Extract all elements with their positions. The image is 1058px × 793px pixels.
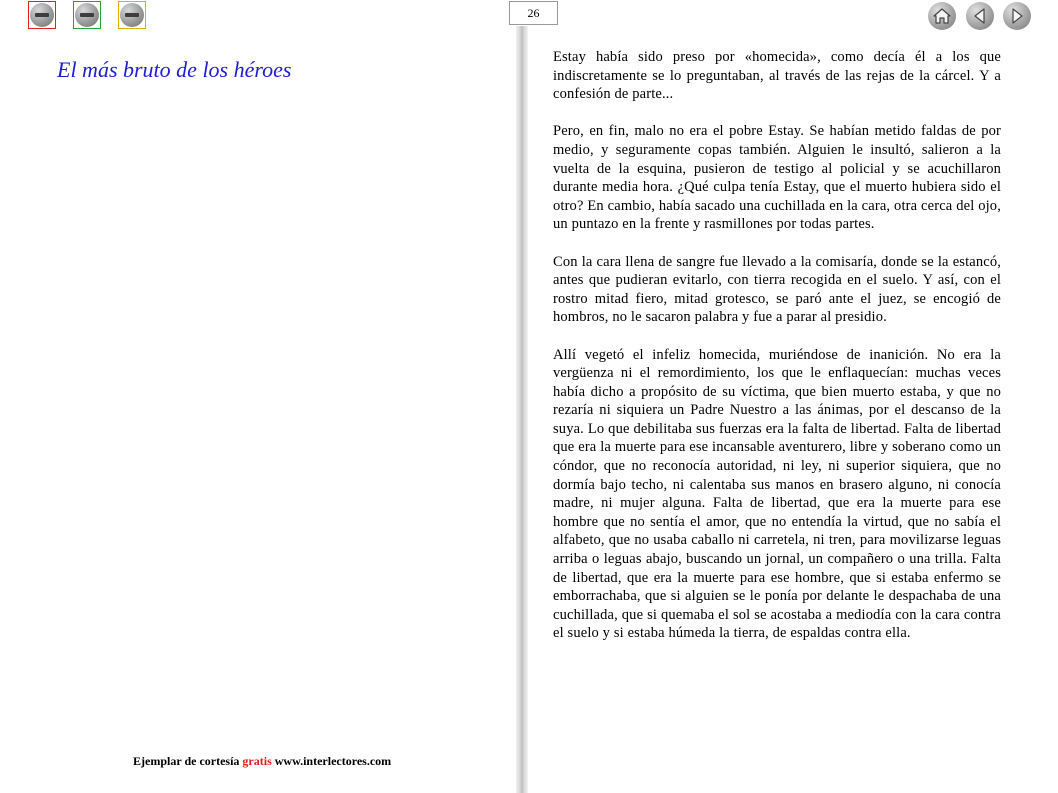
home-button[interactable]	[928, 2, 956, 30]
next-page-button[interactable]	[1003, 2, 1031, 30]
page-spine	[516, 26, 528, 793]
footer-gratis: gratis	[242, 754, 272, 768]
footer-site-link[interactable]: www.interlectores.com	[274, 754, 392, 768]
body-text	[553, 48, 1001, 662]
chapter-title: El más bruto de los héroes	[57, 57, 292, 82]
paragraph: Estay había sido preso por «homecida», como decía él a los que indiscretamente se lo preguntaban, al través de las rejas de la cárcel. Y a confesión de parte...	[553, 49, 1001, 103]
paragraph: Pero, en fin, malo no era el pobre Estay. Se habían metido faldas de por medio, y seguramente copas también. Alguien le insultó, salieron a la vuelta de la esquina, pusieron de testigo al policial y se acuchillaron durante media hora. ¿Qué culpa tenía Estay, que el muerto hubiera sido el otro? En cambio, había sacado una cuchillada en la cara, otra cerca del ojo, un puntazo en la frente y rasmillones por todas partes.	[553, 123, 1001, 233]
arrow-right-icon	[1009, 7, 1025, 25]
page-number: 26	[509, 1, 558, 25]
paragraph: Con la cara llena de sangre fue llevado a la comisaría, donde se la estancó, antes que pudieran evitarlo, con tierra recogida en el suelo. Y así, con el rostro mitad fiero, mitad grotesco, se paró ante el juez, se encogió de hombros, no le sacaron palabra y fue a parar al presidio.	[553, 253, 1001, 326]
toolbar-button-2[interactable]	[73, 1, 101, 29]
minus-circle-icon	[30, 3, 54, 27]
home-icon	[933, 8, 951, 24]
arrow-left-icon	[972, 7, 988, 25]
previous-page-button[interactable]	[966, 2, 994, 30]
minus-circle-icon	[120, 3, 144, 27]
toolbar-button-3[interactable]	[118, 1, 146, 29]
minus-circle-icon	[75, 3, 99, 27]
paragraph: Allí vegetó el infeliz homecida, muriéndose de inanición. No era la vergüenza ni el remordimiento, los que le enflaquecían: muchas veces había dicho a propósito de su víctima, que bien muerto estaba, y que no rezaría ni siquiera un Padre Nuestro a las ánimas, por el descanso de la suya. Lo que debilitaba sus fuerzas era la falta de libertad. Falta de libertad que era la muerte para ese incansable aventurero, libre y soberano como un cóndor, que no reconocía autoridad, ni ley, ni superior siquiera, que no dormía bajo techo, ni calentaba sus manos en brasero alguno, ni conocía madre, ni mujer alguna. Falta de libertad, que era la muerte para ese hombre que no sentía el amor, que no entendía la virtud, que no sabía el alfabeto, que no usaba caballo ni carretela, ni tren, para movilizarse leguas arriba o leguas abajo, buscando un jornal, un compañero o una trilla. Falta de libertad, que era la muerte para ese hombre, que si estaba enfermo se emborrachaba, que si alguien se le ponía por delante le despachaba de una cuchillada, que si quemaba el sol se acostaba a mediodía con la cara contra el suelo y si estaba húmeda la tierra, de espaldas contra ella.	[553, 346, 1001, 642]
footer-credit	[133, 754, 391, 769]
footer-prefix: Ejemplar de cortesía	[133, 754, 240, 768]
toolbar-button-1[interactable]	[28, 1, 56, 29]
